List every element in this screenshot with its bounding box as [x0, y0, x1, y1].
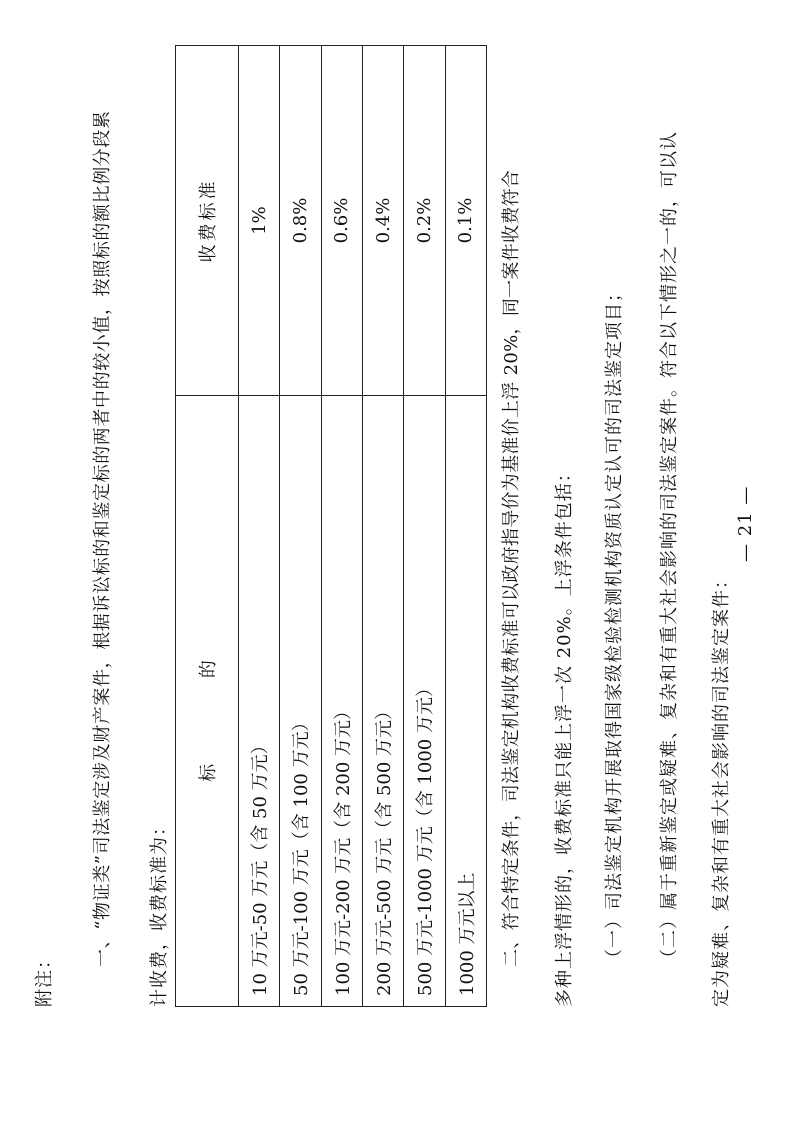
- page-number: — 21 —: [735, 485, 756, 562]
- condition-item-1: （一）司法鉴定机构开展取得国家级检验检测机构资质认定认可的司法鉴定项目；: [604, 283, 625, 967]
- table-header-row: [176, 46, 239, 1007]
- row-range: 10 万元-50 万元（含 50 万元）: [239, 396, 280, 1007]
- row-rate: 0.2%: [404, 46, 445, 396]
- row-range: 100 万元-200 万元（含 200 万元）: [321, 396, 362, 1007]
- table-row: [404, 46, 445, 1007]
- condition-item-2: （二）属于重新鉴定或疑难、复杂和有重大社会影响的司法鉴定案件。符合以下情形之一的，可以认: [659, 131, 680, 967]
- table-row: [445, 46, 486, 1007]
- condition-item-2-continued: 定为疑难、复杂和有重大社会影响的司法鉴定案件：: [711, 570, 732, 1007]
- row-rate: 0.6%: [321, 46, 362, 396]
- paragraph-2-line-1: 二、符合特定条件，司法鉴定机构收费标准可以政府指导价为基准价上浮 20%，同一案件收费符合: [501, 169, 522, 967]
- paragraph-2-line-2: 多种上浮情形的，收费标准只能上浮一次 20%。上浮条件包括：: [554, 463, 575, 1007]
- header-fee-rate: 收费标准: [176, 46, 239, 396]
- row-range: 1000 万元以上: [445, 396, 486, 1007]
- row-rate: 0.1%: [445, 46, 486, 396]
- row-rate: 0.8%: [280, 46, 321, 396]
- table-row: [321, 46, 362, 1007]
- table-row: [239, 46, 280, 1007]
- row-range: 200 万元-500 万元（含 500 万元）: [362, 396, 403, 1007]
- header-subject-amount: 标 的: [176, 396, 239, 1007]
- row-range: 500 万元-1000 万元（含 1000 万元）: [404, 396, 445, 1007]
- table-row: [362, 46, 403, 1007]
- fee-standard-table: [175, 45, 487, 1007]
- row-rate: 1%: [239, 46, 280, 396]
- row-range: 50 万元-100 万元（含 100 万元）: [280, 396, 321, 1007]
- table-row: [280, 46, 321, 1007]
- paragraph-1-line-2: 计收费，收费标准为：: [149, 817, 170, 1007]
- notes-heading: 附注：: [34, 950, 55, 1007]
- paragraph-1-line-1: 一、“物证类”司法鉴定涉及财产案件，根据诉讼标的和鉴定标的两者中的较小值，按照标的额比例分段累: [92, 110, 113, 967]
- row-rate: 0.4%: [362, 46, 403, 396]
